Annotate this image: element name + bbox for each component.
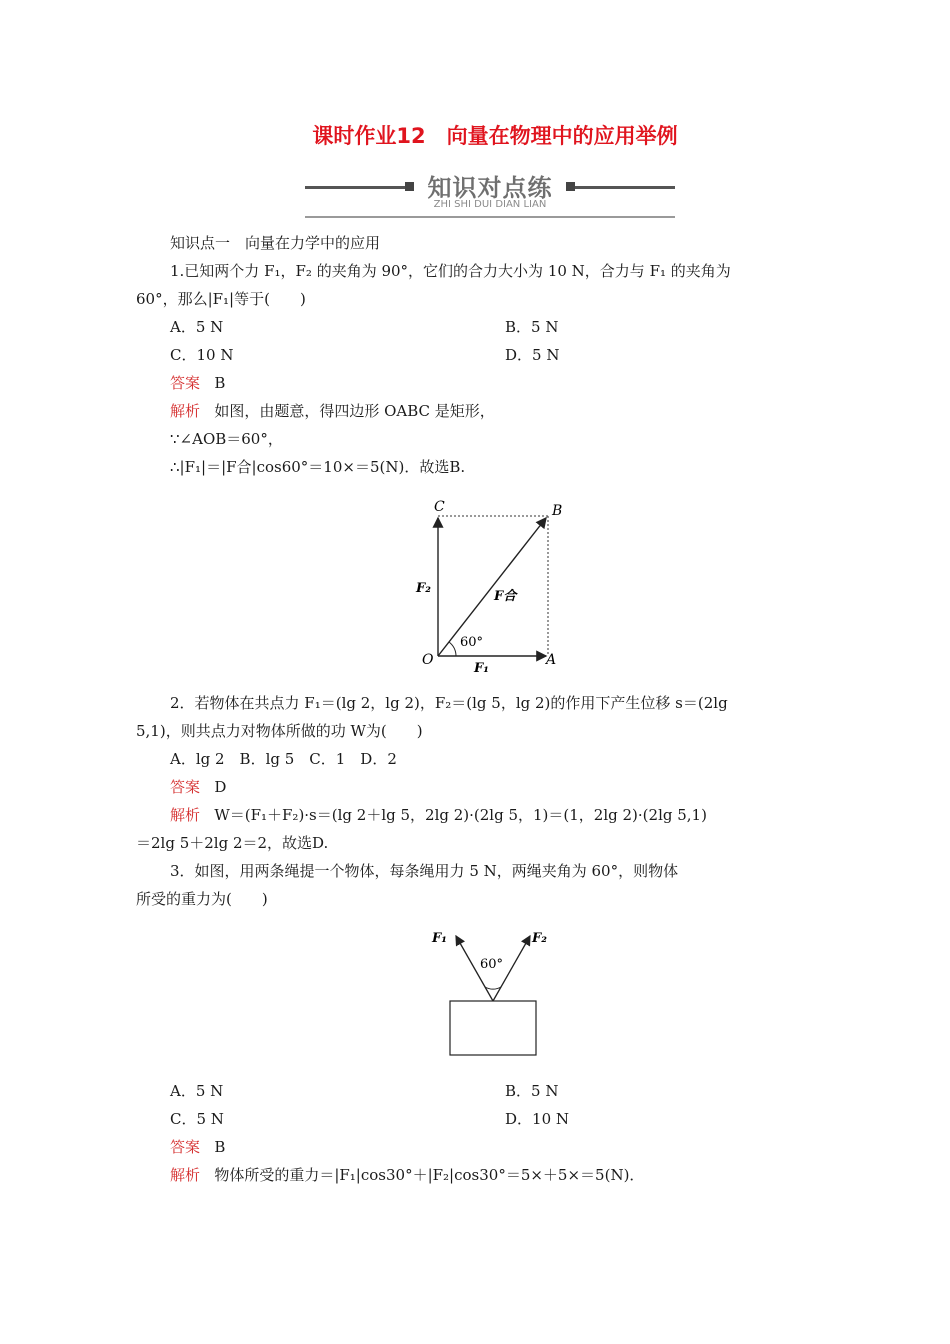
- answer-label: 答案: [170, 374, 201, 392]
- answer-label: 答案: [170, 1138, 201, 1156]
- q1-option-b: B．5 N: [505, 318, 559, 336]
- section-heading: 知识点一 向量在力学中的应用: [170, 234, 381, 252]
- banner-subtitle: ZHI SHI DUI DIAN LIAN: [433, 199, 547, 210]
- q3-analysis: [170, 1164, 644, 1185]
- q2-stem-line1: 2．若物体在共点力 F₁＝(lg 2，lg 2)，F₂＝(lg 5，lg 2)的作用下产生位移 s＝(2lg: [170, 694, 728, 712]
- q1-answer: [170, 372, 225, 393]
- q2-answer: [170, 776, 226, 797]
- analysis-label: 解析: [170, 402, 201, 420]
- q3-option-b: B．5 N: [505, 1082, 559, 1100]
- q3-option-d: D．10 N: [505, 1110, 570, 1128]
- answer-value: B: [214, 1138, 226, 1156]
- label-angle: 60°: [480, 957, 504, 972]
- q1-option-c: C．10 N: [170, 346, 234, 364]
- q3-stem-line2: 所受的重力为( ): [136, 890, 268, 908]
- q3-option-a: A．5 N: [170, 1082, 224, 1100]
- answer-value: B: [214, 374, 226, 392]
- label-f2: F₂: [532, 931, 547, 946]
- section-banner: [305, 168, 675, 218]
- q1-option-a: A．5 N: [170, 318, 224, 336]
- label-c: C: [434, 499, 445, 515]
- q2-analysis-line1: [170, 804, 707, 825]
- label-a: A: [546, 652, 557, 668]
- q1-stem-line2: 60°，那么|F₁|等于( ): [136, 290, 306, 308]
- analysis-label: 解析: [170, 806, 201, 824]
- label-b: B: [552, 503, 563, 519]
- q3-answer: [170, 1136, 225, 1157]
- angle-arc: [485, 987, 501, 989]
- banner-title: 知识对点练: [427, 174, 553, 202]
- label-f2: F₂: [416, 581, 431, 596]
- q2-analysis-line2: ＝2lg 5＋2lg 2＝2，故选D.: [136, 834, 329, 852]
- answer-value: D: [214, 778, 227, 796]
- label-f1: F₁: [474, 661, 489, 676]
- analysis-label: 解析: [170, 1166, 201, 1184]
- q3-ropes-figure: [422, 918, 564, 1068]
- q1-rectangle-figure: [408, 494, 583, 680]
- analysis-text: W＝(F₁＋F₂)·s＝(lg 2＋lg 5，2lg 2)·(2lg 5，1)＝(1，2lg 2)·(2lg 5,1): [214, 806, 707, 824]
- label-f1: F₁: [432, 931, 447, 946]
- analysis-text: 物体所受的重力＝|F₁|cos30°＋|F₂|cos30°＝5×＋5×＝5(N)．: [214, 1166, 645, 1184]
- q3-option-c: C．5 N: [170, 1110, 224, 1128]
- q1-stem-line1: 1.已知两个力 F₁，F₂ 的夹角为 90°，它们的合力大小为 10 N，合力与 F₁ 的夹角为: [170, 262, 731, 280]
- answer-label: 答案: [170, 778, 201, 796]
- q1-analysis-line1: [170, 400, 495, 421]
- vector-resultant-arrow: [438, 518, 546, 656]
- label-o: O: [422, 652, 434, 668]
- box-object: [450, 1001, 536, 1055]
- q2-options: A．lg 2 B．lg 5 C．1 D．2: [170, 750, 397, 768]
- q3-stem-line1: 3．如图，用两条绳提一个物体，每条绳用力 5 N，两绳夹角为 60°，则物体: [170, 862, 679, 880]
- angle-arc: [449, 642, 456, 656]
- label-f-resultant: F合: [494, 589, 517, 604]
- page-title: 课时作业12 向量在物理中的应用举例: [312, 124, 678, 148]
- q1-analysis-line3: ∴|F₁|＝|F合|cos60°＝10×＝5(N)．故选B.: [170, 458, 466, 476]
- label-angle: 60°: [460, 635, 484, 650]
- q1-analysis-line2: ∵∠AOB＝60°，: [170, 430, 283, 448]
- q1-option-d: D．5 N: [505, 346, 560, 364]
- q2-stem-line2: 5,1)，则共点力对物体所做的功 W为( ): [136, 722, 423, 740]
- analysis-text: 如图，由题意，得四边形 OABC 是矩形，: [214, 402, 495, 420]
